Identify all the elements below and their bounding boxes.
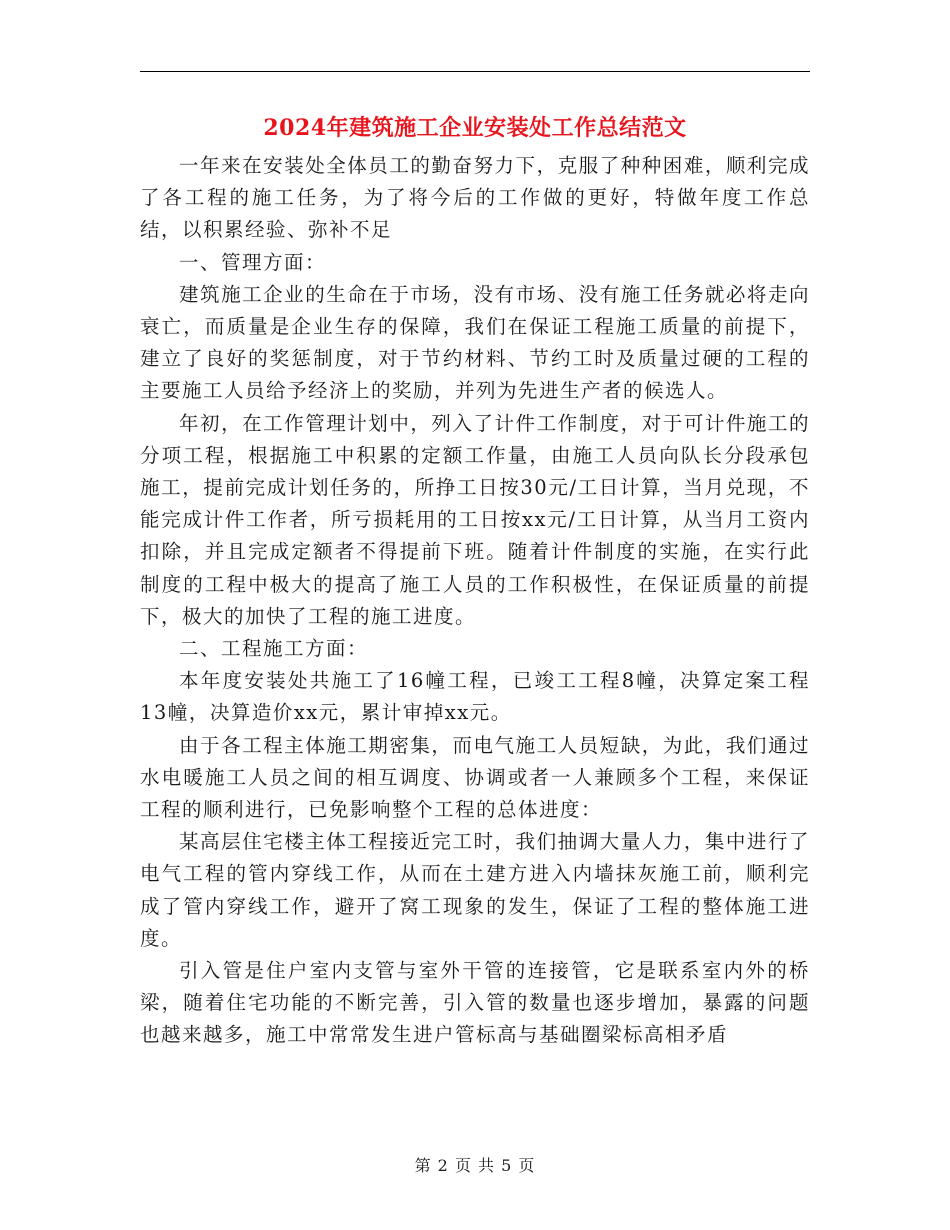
section-heading-management: 一、管理方面： [179,250,327,274]
page-number: 第 2 页 共 5 页 [414,1156,536,1175]
header-rule [140,71,810,72]
section-heading-construction: 二、工程施工方面： [179,637,369,661]
document-body [140,150,810,1052]
document-title: 2024年建筑施工企业安装处工作总结范文 [263,115,687,141]
paragraph-inlet-pipe: 引入管是住户室内支管与室外干管的连接管，它是联系室内外的桥梁，随着住宅功能的不断完善，引入管的数量也逐步增加，暴露的问题也越来越多，施工中常常发生进户管标高与基础圈梁标高相矛盾 [140,959,810,1047]
paragraph-piecework: 年初，在工作管理计划中，列入了计件工作制度，对于可计件施工的分项工程，根据施工中积累的定额工作量，由施工人员向队长分段承包施工，提前完成计划任务的，所挣工日按30元/工日计算，当月兑现，不能完成计件工作者，所亏损耗用的工日按xx元/工日计算，从当月工资内扣除，并且完成定额者不得提前下班。随着计件制度的实施，在实行此制度的工程中极大的提高了施工人员的工作积极性，在保证质量的前提下，极大的加快了工程的施工进度。 [140,411,810,628]
paragraph-intro: 一年来在安装处全体员工的勤奋努力下，克服了种种困难，顺利完成了各工程的施工任务，为了将今后的工作做的更好，特做年度工作总结，以积累经验、弥补不足 [140,154,810,242]
paragraph-project-count: 本年度安装处共施工了16幢工程，已竣工工程8幢，决算定案工程13幢，决算造价xx元，累计审掉xx元。 [140,669,810,725]
paragraph-staffing: 由于各工程主体施工期密集，而电气施工人员短缺，为此，我们通过水电暖施工人员之间的相互调度、协调或者一人兼顾多个工程，来保证工程的顺利进行，已免影响整个工程的总体进度： [140,733,810,822]
paragraph-management: 建筑施工企业的生命在于市场，没有市场、没有施工任务就必将走向衰亡，而质量是企业生存的保障，我们在保证工程施工质量的前提下，建立了良好的奖惩制度，对于节约材料、节约工时及质量过硬的工程的主要施工人员给予经济上的奖励，并列为先进生产者的候选人。 [140,282,810,403]
paragraph-highrise: 某高层住宅楼主体工程接近完工时，我们抽调大量人力，集中进行了电气工程的管内穿线工作，从而在土建方进入内墙抹灰施工前，顺利完成了管内穿线工作，避开了窝工现象的发生，保证了工程的整体施工进度。 [140,830,810,950]
